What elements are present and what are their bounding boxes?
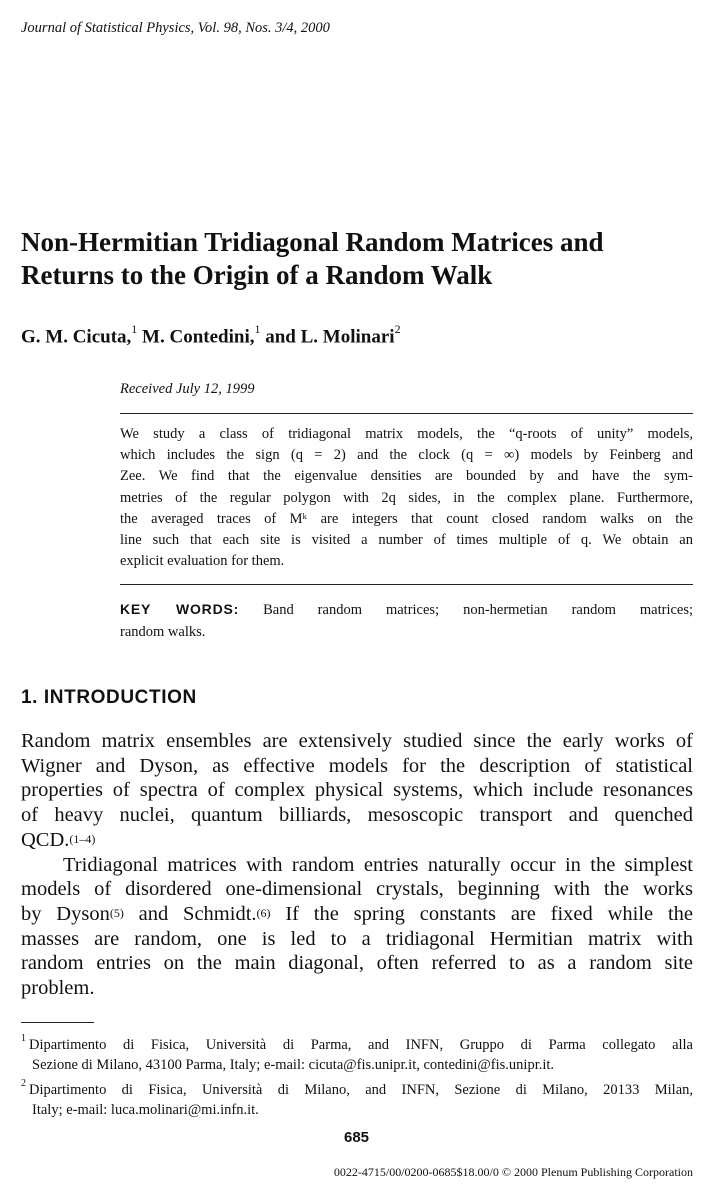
- body-text-run: by Dyson: [21, 902, 110, 925]
- body-line: [21, 828, 693, 853]
- body-text: [21, 729, 693, 1001]
- abstract-line: the averaged traces of Mᵏ are integers that count closed random walks on the: [120, 510, 693, 527]
- key-words-line: random walks.: [120, 624, 206, 640]
- abstract-line: Zee. We find that the eigenvalue densities are bounded by and have the sym-: [120, 468, 693, 485]
- body-text-run: and Schmidt.: [123, 902, 257, 925]
- body-text-run: QCD.: [21, 828, 70, 851]
- copyright-line: 0022-4715/00/0200-0685$18.00/0 © 2000 Plenum Publishing Corporation: [333, 1165, 693, 1179]
- key-words-label: KEY WORDS:: [120, 601, 240, 617]
- title-line: Returns to the Origin of a Random Walk: [21, 260, 493, 290]
- body-line: Tridiagonal matrices with random entries naturally occur in the simplest: [63, 853, 693, 876]
- title-line: Non-Hermitian Tridiagonal Random Matrices and: [21, 227, 604, 257]
- citation-marker: (6): [256, 905, 271, 920]
- received-date: Received July 12, 1999: [120, 381, 255, 397]
- journal-header: Journal of Statistical Physics, Vol. 98, Nos. 3/4, 2000: [21, 20, 330, 36]
- footnote: [21, 1031, 693, 1076]
- body-line: Random matrix ensembles are extensively studied since the early works of: [21, 730, 693, 752]
- abstract-top-rule: [120, 413, 693, 414]
- footnote-marker: 1: [21, 1033, 26, 1044]
- author-list: [21, 324, 401, 348]
- body-line: Wigner and Dyson, as effective models for the description of statistical: [21, 754, 693, 777]
- author-name: M. Contedini,: [142, 326, 255, 348]
- section-heading: 1. INTRODUCTION: [21, 687, 197, 708]
- body-line: random entries on the main diagonal, often referred to as a random site: [21, 952, 693, 975]
- author-separator: and: [260, 326, 301, 348]
- affiliation-marker: 1: [254, 322, 261, 336]
- footnote-rule: [21, 1022, 94, 1023]
- footnote: [21, 1076, 693, 1121]
- footnote-text: Dipartimento di Fisica, Università di Parma, and INFN, Gruppo di Parma collegato alla: [29, 1036, 693, 1053]
- author-name: G. M. Cicuta,: [21, 326, 132, 348]
- key-words: [120, 598, 693, 643]
- footnote-line: [21, 1031, 693, 1055]
- key-words-line: [120, 598, 693, 621]
- body-line: problem.: [21, 977, 95, 1000]
- abstract: [120, 424, 693, 572]
- abstract-bottom-rule: [120, 584, 693, 585]
- footnote-marker: 2: [21, 1077, 26, 1089]
- affiliation-marker: 2: [394, 322, 401, 336]
- abstract-line: metries of the regular polygon with 2q sides, in the complex plane. Furthermore,: [120, 489, 693, 506]
- footnote-line: Italy; e-mail: luca.molinari@mi.infn.it.: [32, 1102, 259, 1119]
- body-line: of heavy nuclei, quantum billiards, mesoscopic transport and quenched: [21, 804, 693, 827]
- footnotes: [21, 1031, 693, 1121]
- abstract-line: explicit evaluation for them.: [120, 553, 285, 570]
- body-line: masses are random, one is led to a tridiagonal Hermitian matrix with: [21, 927, 693, 950]
- footnote-text: Dipartimento di Fisica, Università di Milano, and INFN, Sezione di Milano, 20133 Milan,: [29, 1081, 693, 1098]
- page-number: [0, 1129, 713, 1146]
- page-number-text: 685: [343, 1129, 370, 1146]
- body-line: [21, 902, 693, 927]
- affiliation-marker: 1: [131, 322, 138, 336]
- abstract-line: line such that each site is visited a number of times multiple of q. We obtain an: [120, 532, 693, 549]
- key-words-text: Band random matrices; non-hermetian random matrices;: [263, 602, 694, 618]
- body-line: models of disordered one-dimensional crystals, beginning with the works: [21, 878, 693, 901]
- footnote-line: [21, 1076, 693, 1100]
- body-text-run: If the spring constants are fixed while the: [270, 902, 693, 925]
- abstract-line: which includes the sign (q = 2) and the clock (q = ∞) models by Feinberg and: [120, 447, 693, 464]
- abstract-line: We study a class of tridiagonal matrix models, the “q-roots of unity” models,: [120, 426, 693, 442]
- paper-title: [21, 226, 701, 292]
- body-line: properties of spectra of complex physical systems, which include resonances: [21, 779, 693, 802]
- citation-marker: (5): [109, 905, 124, 920]
- citation-marker: (1–4): [69, 831, 96, 846]
- footnote-line: Sezione di Milano, 43100 Parma, Italy; e-mail: cicuta@fis.unipr.it, contedini@fis.unipr.it.: [32, 1057, 555, 1074]
- author-name: L. Molinari: [300, 326, 395, 348]
